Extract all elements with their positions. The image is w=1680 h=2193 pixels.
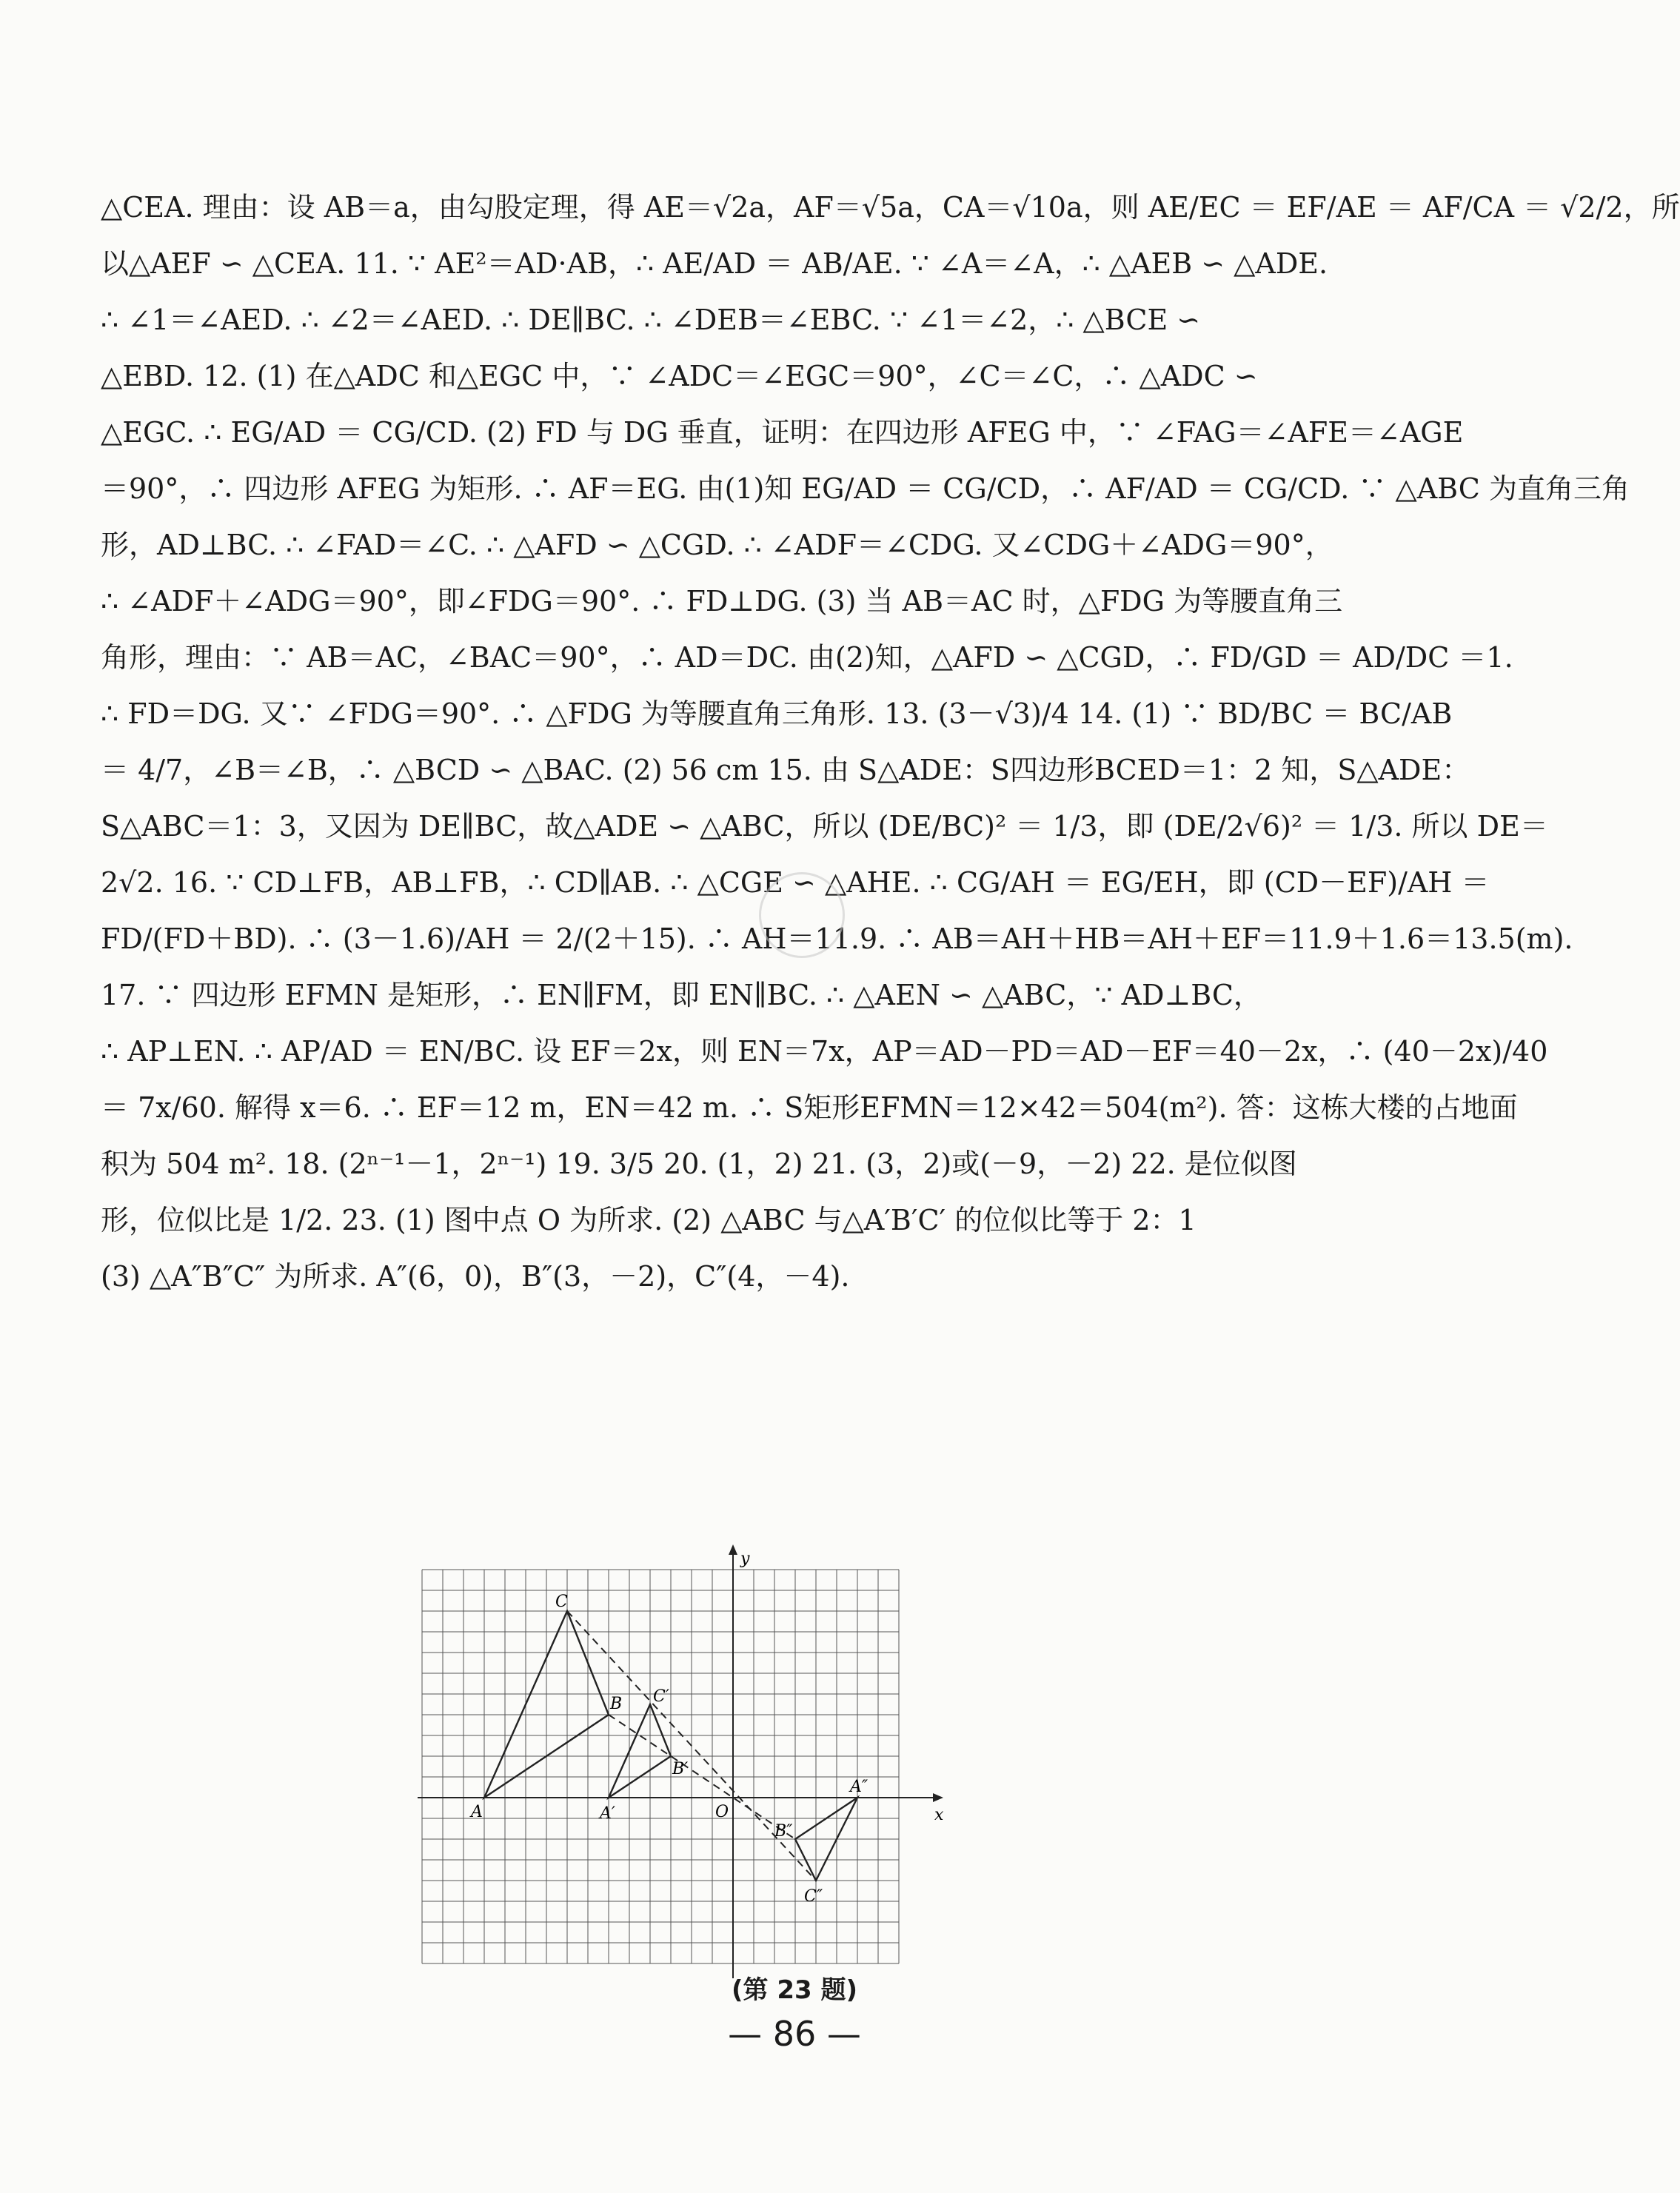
point-label: A′ (600, 1804, 615, 1823)
text-line: ＝90°，∴ 四边形 AFEG 为矩形. ∴ AF＝EG. 由(1)知 EG/AD ＝ CG/CD，∴ AF/AD ＝ CG/CD. ∵ △ABC 为直角三角 (101, 472, 1630, 505)
text-line: S△ABC＝1：3，又因为 DE∥BC，故△ADE ∽ △ABC，所以 (DE/BC)² ＝ 1/3，即 (DE/2√6)² ＝ 1/3. 所以 DE＝ (101, 810, 1548, 843)
text-line: 17. ∵ 四边形 EFMN 是矩形，∴ EN∥FM，即 EN∥BC. ∴ △AEN ∽ △ABC，∵ AD⊥BC， (101, 979, 1262, 1011)
text-line: △EGC. ∴ EG/AD ＝ CG/CD. (2) FD 与 DG 垂直，证明：在四边形 AFEG 中，∵ ∠FAG＝∠AFE＝∠AGE (101, 416, 1464, 449)
text-line: ＝ 7x/60. 解得 x＝6. ∴ EF＝12 m，EN＝42 m. ∴ S矩形EFMN＝12×42＝504(m²). 答：这栋大楼的占地面 (101, 1091, 1518, 1124)
point-label: C (555, 1593, 568, 1611)
text-line: △EBD. 12. (1) 在△ADC 和△EGC 中，∵ ∠ADC＝∠EGC＝90°，∠C＝∠C，∴ △ADC ∽ (101, 360, 1258, 392)
point-label: C′ (653, 1687, 669, 1706)
text-line: FD/(FD＋BD). ∴ (3－1.6)/AH ＝ 2/(2＋15). ∴ AH＝11.9. ∴ AB＝AH＋HB＝AH＋EF＝11.9＋1.6＝13.5(m). (101, 923, 1573, 955)
text-line: △CEA. 理由：设 AB＝a，由勾股定理，得 AE＝√2a，AF＝√5a，CA＝√10a，则 AE/EC ＝ EF/AE ＝ AF/CA ＝ √2/2，所 (101, 191, 1680, 224)
point-label: B (610, 1695, 623, 1713)
text-line: 形，位似比是 1/2. 23. (1) 图中点 O 为所求. (2) △ABC 与△A′B′C′ 的位似比等于 2：1 (101, 1204, 1197, 1236)
coordinate-grid (415, 1547, 977, 1962)
triangle-a1b1c1 (609, 1704, 671, 1798)
text-line: 积为 504 m². 18. (2ⁿ⁻¹－1，2ⁿ⁻¹) 19. 3/5 20. (1，2) 21. (3，2)或(－9，－2) 22. 是位似图 (101, 1148, 1297, 1180)
text-line: ∴ ∠1＝∠AED. ∴ ∠2＝∠AED. ∴ DE∥BC. ∴ ∠DEB＝∠EBC. ∵ ∠1＝∠2，∴ △BCE ∽ (101, 304, 1201, 336)
x-axis-label: x (934, 1806, 944, 1824)
point-label: C″ (804, 1887, 823, 1906)
origin-label: O (715, 1803, 729, 1821)
point-label: B″ (774, 1822, 793, 1841)
text-line: ∴ ∠ADF＋∠ADG＝90°，即∠FDG＝90°. ∴ FD⊥DG. (3) 当 AB＝AC 时，△FDG 为等腰直角三 (101, 585, 1343, 617)
y-axis-arrow (729, 1544, 737, 1555)
answer-text (101, 179, 1680, 1305)
point-label: B′ (672, 1760, 689, 1778)
text-line: (3) △A″B″C″ 为所求. A″(6，0)，B″(3，－2)，C″(4，－4). (101, 1260, 850, 1293)
text-line: 2√2. 16. ∵ CD⊥FB，AB⊥FB，∴ CD∥AB. ∴ △CGE ∽ △AHE. ∴ CG/AH ＝ EG/EH，即 (CD－EF)/AH ＝ (101, 866, 1490, 899)
text-line: ＝ 4/7，∠B＝∠B，∴ △BCD ∽ △BAC. (2) 56 cm 15. 由 S△ADE：S四边形BCED＝1：2 知，S△ADE： (101, 754, 1470, 786)
point-label: A″ (850, 1778, 869, 1796)
point-label: A (471, 1803, 483, 1821)
text-line: ∴ AP⊥EN. ∴ AP/AD ＝ EN/BC. 设 EF＝2x，则 EN＝7x，AP＝AD－PD＝AD－EF＝40－2x，∴ (40－2x)/40 (101, 1035, 1548, 1068)
page-number: — 86 — (728, 2014, 861, 2054)
text-line: 角形，理由：∵ AB＝AC，∠BAC＝90°，∴ AD＝DC. 由(2)知，△AFD ∽ △CGD，∴ FD/GD ＝ AD/DC ＝1. (101, 641, 1513, 674)
watermark-stamp (759, 872, 845, 958)
x-axis-arrow (933, 1793, 943, 1802)
text-line: 以△AEF ∽ △CEA. 11. ∵ AE²＝AD·AB，∴ AE/AD ＝ AB/AE. ∵ ∠A＝∠A，∴ △AEB ∽ △ADE. (101, 247, 1328, 280)
text-line: ∴ FD＝DG. 又∵ ∠FDG＝90°. ∴ △FDG 为等腰直角三角形. 13. (3－√3)/4 14. (1) ∵ BD/BC ＝ BC/AB (101, 697, 1453, 730)
figure-caption: (第 23 题) (731, 1975, 858, 2005)
coordinate-figure (415, 1547, 977, 1962)
y-axis-label: y (740, 1550, 750, 1568)
text-line: 形，AD⊥BC. ∴ ∠FAD＝∠C. ∴ △AFD ∽ △CGD. ∴ ∠ADF＝∠CDG. 又∠CDG＋∠ADG＝90°， (101, 529, 1333, 561)
